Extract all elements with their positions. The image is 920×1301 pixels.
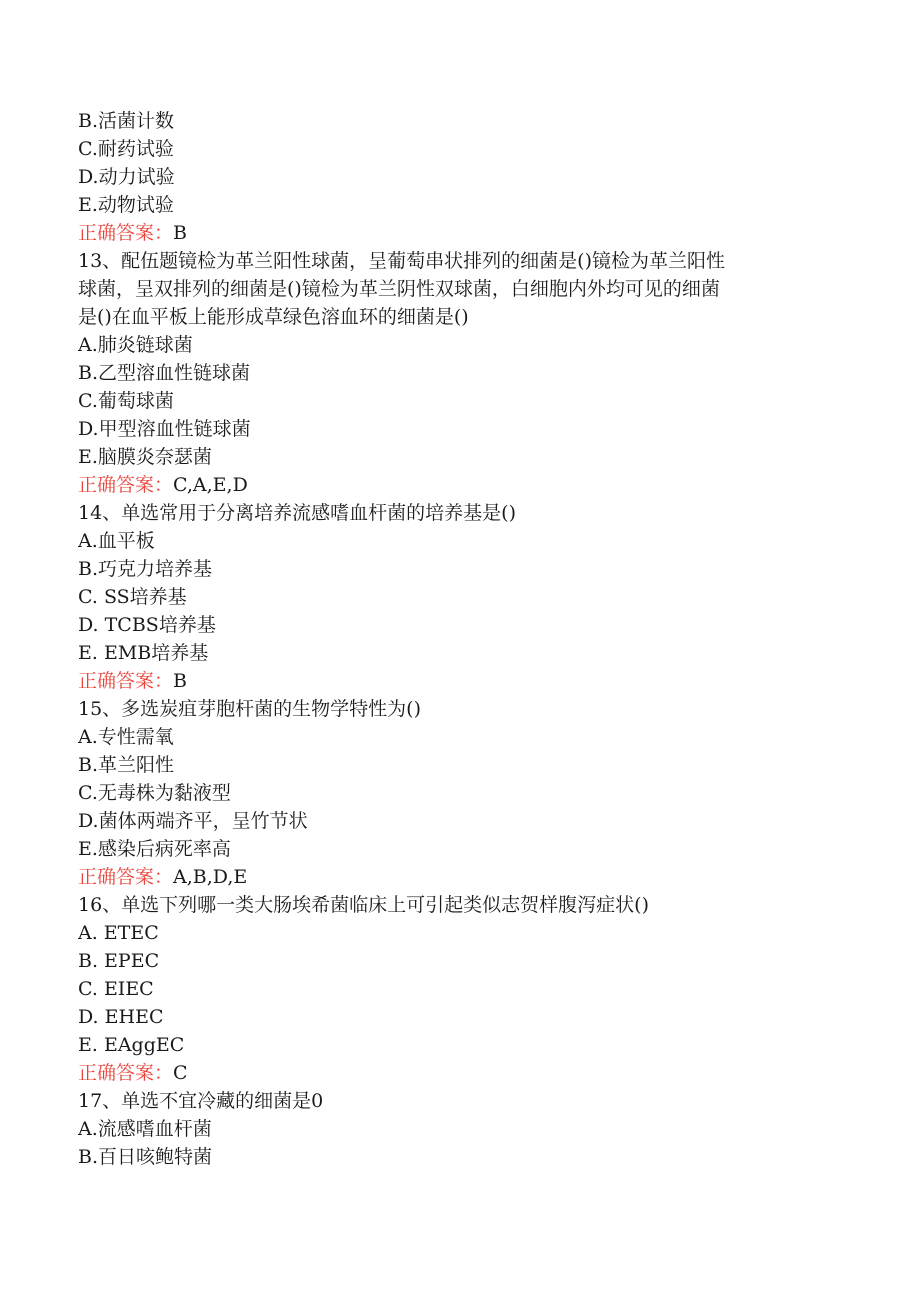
option-item: B.乙型溶血性链球菌 (78, 362, 251, 384)
question-text: 13、配伍题镜检为革兰阳性球菌，呈葡萄串状排列的细菌是()镜检为革兰阳性 (78, 250, 726, 272)
correct-answer (78, 219, 838, 247)
answer-value: B (173, 670, 187, 692)
option-item: D.甲型溶血性链球菌 (78, 418, 251, 440)
options-block (78, 107, 838, 247)
answer-value: C,A,E,D (173, 474, 248, 496)
question-text: 球菌，呈双排列的细菌是()镜检为革兰阴性双球菌，白细胞内外均可见的细菌 (78, 278, 720, 300)
question-text: 15、多选炭疽芽胞杆菌的生物学特性为() (78, 698, 422, 720)
option-item: C.无毒株为黏液型 (78, 782, 231, 804)
question-text: 17、单选不宜冷藏的细菌是0 (78, 1090, 324, 1112)
question-block (78, 695, 838, 891)
option-item: B. EPEC (78, 950, 160, 972)
option-item: B.百日咳鲍特菌 (78, 1146, 213, 1168)
option-item: E.动物试验 (78, 194, 174, 216)
correct-answer (78, 1059, 838, 1087)
answer-value: C (173, 1062, 188, 1084)
question-text: 16、单选下列哪一类大肠埃希菌临床上可引起类似志贺样腹泻症状() (78, 894, 650, 916)
answer-label: 正确答案： (78, 1062, 174, 1084)
option-item: E.感染后病死率高 (78, 838, 231, 860)
option-item: E. EAggEC (78, 1034, 185, 1056)
answer-label: 正确答案： (78, 866, 174, 888)
answer-label: 正确答案： (78, 670, 174, 692)
question-text: 是()在血平板上能形成草绿色溶血环的细菌是() (78, 306, 469, 328)
question-block (78, 1087, 838, 1171)
option-item: C.葡萄球菌 (78, 390, 174, 412)
question-block (78, 247, 838, 499)
question-block (78, 499, 838, 695)
correct-answer (78, 667, 838, 695)
option-item: A.血平板 (78, 530, 155, 552)
option-item: D. EHEC (78, 1006, 164, 1028)
answer-value: A,B,D,E (173, 866, 248, 888)
option-item: C. EIEC (78, 978, 154, 1000)
option-item: E. EMB培养基 (78, 642, 209, 664)
option-item: D. TCBS培养基 (78, 614, 216, 636)
option-item: A.肺炎链球菌 (78, 334, 193, 356)
option-item: A.流感嗜血杆菌 (78, 1118, 212, 1140)
document-page (78, 107, 838, 1171)
answer-label: 正确答案： (78, 474, 174, 496)
option-item: E.脑膜炎奈瑟菌 (78, 446, 212, 468)
option-item: D.菌体两端齐平，呈竹节状 (78, 810, 308, 832)
correct-answer (78, 471, 838, 499)
option-item: D.动力试验 (78, 166, 175, 188)
correct-answer (78, 863, 838, 891)
question-text: 14、单选常用于分离培养流感嗜血杆菌的培养基是() (78, 502, 517, 524)
answer-label: 正确答案： (78, 222, 174, 244)
option-item: B.革兰阳性 (78, 754, 175, 776)
option-item: B.巧克力培养基 (78, 558, 213, 580)
option-item: A.专性需氧 (78, 726, 174, 748)
question-block (78, 891, 838, 1087)
option-item: C. SS培养基 (78, 586, 187, 608)
option-item: B.活菌计数 (78, 110, 175, 132)
option-item: A. ETEC (78, 922, 159, 944)
answer-value: B (173, 222, 187, 244)
option-item: C.耐药试验 (78, 138, 174, 160)
